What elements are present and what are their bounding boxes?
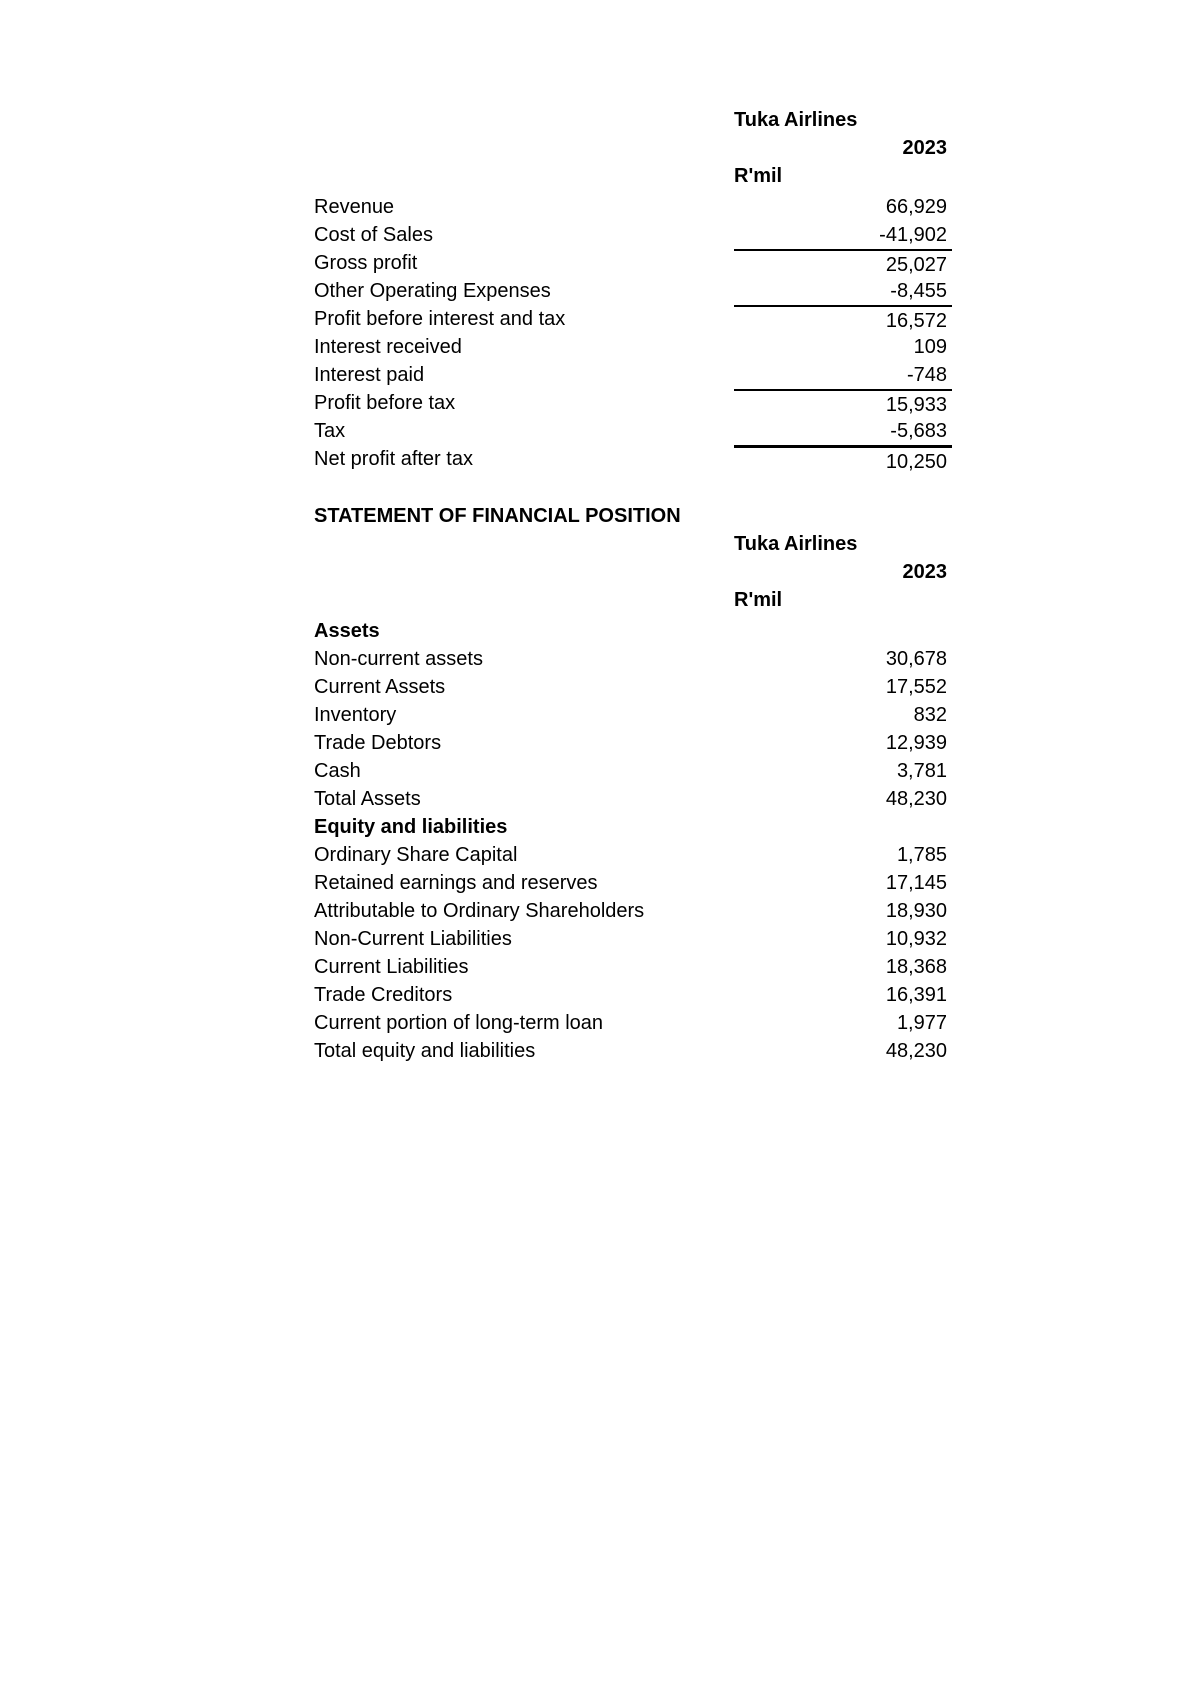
- row-label: Cost of Sales: [314, 224, 433, 246]
- row-value: 12,939: [885, 732, 947, 754]
- financial-row-trade-creditors: [314, 981, 952, 1009]
- row-label: Ordinary Share Capital: [314, 844, 518, 866]
- income-row-interest-paid: [314, 361, 952, 389]
- financial-position-title: STATEMENT OF FINANCIAL POSITION: [314, 505, 681, 527]
- income-row-gross-profit: [314, 249, 952, 277]
- financial-row-cash: [314, 757, 952, 785]
- row-label: Non-Current Liabilities: [314, 928, 512, 950]
- row-label: Total Assets: [314, 788, 421, 810]
- income-row-profit-before-interest-and-tax: [314, 305, 952, 333]
- income-row-tax: [314, 417, 952, 445]
- section-heading-equity-liabilities: Equity and liabilities: [314, 816, 508, 838]
- row-value: 17,552: [885, 676, 947, 698]
- row-label: Current Liabilities: [314, 956, 469, 978]
- row-label: Trade Creditors: [314, 984, 453, 1006]
- row-value: 10,250: [734, 445, 952, 473]
- row-value: 109: [913, 336, 947, 358]
- row-label: Cash: [314, 760, 361, 782]
- row-value: 1,977: [896, 1012, 947, 1034]
- row-label: Trade Debtors: [314, 732, 442, 754]
- row-value: 16,391: [885, 984, 947, 1006]
- financial-row-trade-debtors: [314, 729, 952, 757]
- row-value: 18,368: [885, 956, 947, 978]
- row-label: Gross profit: [314, 252, 418, 274]
- row-value: 3,781: [896, 760, 947, 782]
- row-label: Current portion of long-term loan: [314, 1012, 604, 1034]
- financial-row-attributable-ordinary: [314, 897, 952, 925]
- income-company-header: Tuka Airlines: [734, 109, 858, 131]
- row-value: 18,930: [885, 900, 947, 922]
- financial-row-non-current-assets: [314, 645, 952, 673]
- financial-row-current-assets: [314, 673, 952, 701]
- row-label: Interest paid: [314, 364, 425, 386]
- row-value: -8,455: [890, 280, 947, 302]
- income-row-other-operating-expenses: [314, 277, 952, 305]
- row-value: 66,929: [885, 196, 947, 218]
- row-value: 30,678: [885, 648, 947, 670]
- row-value: 15,933: [734, 389, 952, 417]
- financial-company-header: Tuka Airlines: [734, 533, 858, 555]
- row-label: Interest received: [314, 336, 462, 358]
- financial-row-non-current-liabilities: [314, 925, 952, 953]
- income-row-profit-before-tax: [314, 389, 952, 417]
- row-value: -748: [906, 364, 947, 386]
- row-label: Total equity and liabilities: [314, 1040, 536, 1062]
- income-row-interest-received: [314, 333, 952, 361]
- row-label: Non-current assets: [314, 648, 483, 670]
- row-label: Net profit after tax: [314, 448, 473, 470]
- financial-row-assets-heading: [314, 617, 952, 645]
- row-value: 10,932: [885, 928, 947, 950]
- row-label: Attributable to Ordinary Shareholders: [314, 900, 645, 922]
- row-label: Tax: [314, 420, 346, 442]
- row-value: -5,683: [890, 420, 947, 442]
- financial-row-total-assets: [314, 785, 952, 813]
- row-value: 1,785: [896, 844, 947, 866]
- financial-unit-header: R'mil: [734, 589, 783, 611]
- row-value: 48,230: [885, 1040, 947, 1062]
- row-label: Inventory: [314, 704, 397, 726]
- row-value: -41,902: [879, 224, 947, 246]
- row-value: 25,027: [734, 249, 952, 277]
- row-value: 16,572: [734, 305, 952, 333]
- financial-row-current-liabilities: [314, 953, 952, 981]
- income-row-cost-of-sales: [314, 221, 952, 249]
- financial-year-header: 2023: [902, 561, 947, 583]
- financial-row-retained-earnings: [314, 869, 952, 897]
- row-label: Other Operating Expenses: [314, 280, 551, 302]
- row-label: Retained earnings and reserves: [314, 872, 598, 894]
- income-unit-header: R'mil: [734, 165, 783, 187]
- income-row-net-profit-after-tax: [314, 445, 952, 473]
- income-row-revenue: [314, 193, 952, 221]
- row-label: Profit before tax: [314, 392, 456, 414]
- row-label: Revenue: [314, 196, 395, 218]
- row-value: 832: [913, 704, 947, 726]
- row-label: Profit before interest and tax: [314, 308, 566, 330]
- financial-row-current-portion-loan: [314, 1009, 952, 1037]
- row-value: 17,145: [885, 872, 947, 894]
- financial-row-equity-liabilities-heading: [314, 813, 952, 841]
- income-year-header: 2023: [902, 137, 947, 159]
- row-label: Current Assets: [314, 676, 446, 698]
- row-value: 48,230: [885, 788, 947, 810]
- financial-row-inventory: [314, 701, 952, 729]
- section-heading-assets: Assets: [314, 620, 380, 642]
- financial-row-ordinary-share-capital: [314, 841, 952, 869]
- financial-row-total-equity-liabilities: [314, 1037, 952, 1065]
